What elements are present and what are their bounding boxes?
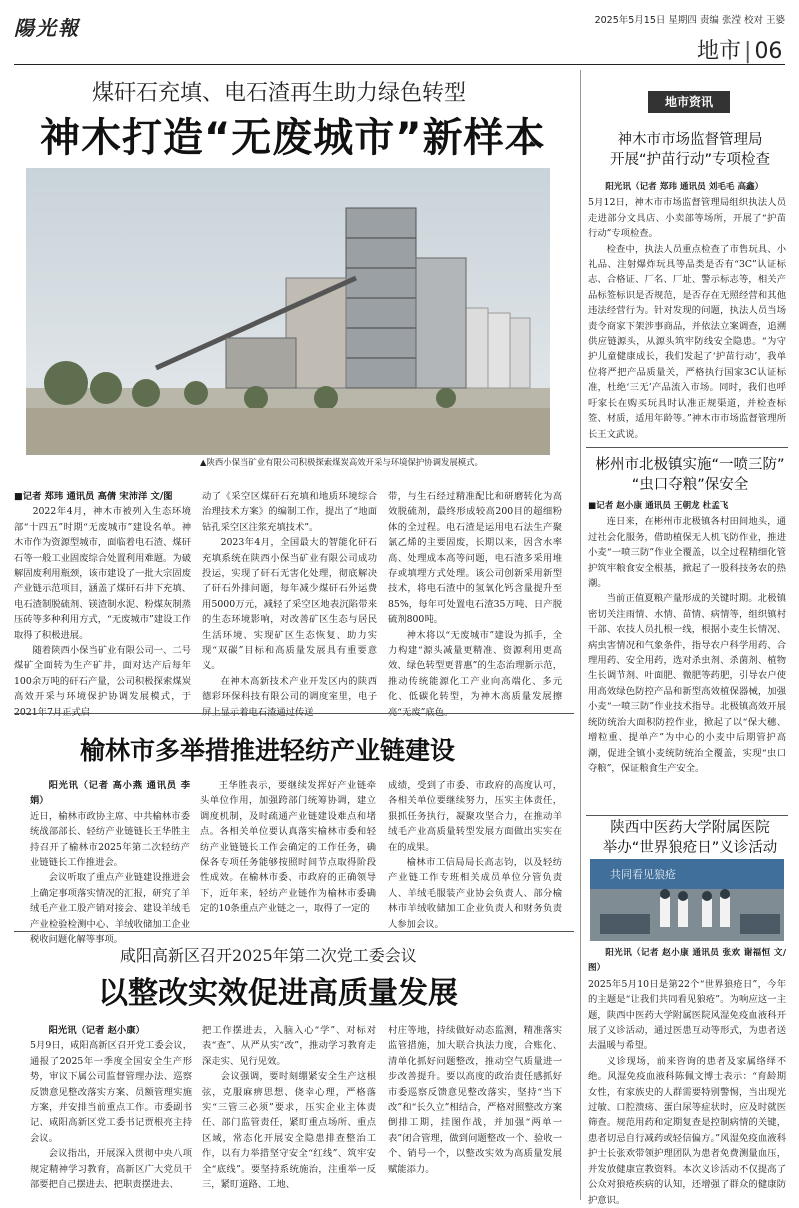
lead-photo <box>26 168 550 455</box>
story3-column-2 <box>202 1023 376 1199</box>
masthead-rule <box>14 64 785 65</box>
section-divider: | <box>744 39 752 64</box>
sidebar-item3-body <box>588 946 786 1206</box>
lead-column-2 <box>202 489 377 718</box>
lead-byline: ■记者 郑玮 通讯员 高倩 宋沛洋 文/图 <box>14 491 173 502</box>
story3-headline: 以整改实效促进高质量发展 <box>98 976 458 1011</box>
headline-line: 陕西中医药大学附属医院 <box>610 820 770 836</box>
story3-paragraph: 会议指出，开展深入贯彻中央八项规定精神学习教育，高新区广大党员干部要把自己摆进去、把职责摆进去、 <box>30 1148 192 1191</box>
cement-plant-illustration <box>26 168 550 455</box>
lead-paragraph: 2022年4月，神木市被列入生态环境部“十四五”时期“无废城市”建设名单。神木市作为资源型城市，面临着电石渣、煤矸石等一般工业固废综合处置利用难题。为破解固废利用瓶颈，该市建设了一批大宗固废产业链示范项目，涵盖了煤矸石井下充填、电石渣制脱硫剂、镁渣制水泥、粉煤灰制蒸压砖等多种利用方式，“无废城市”建设工作取得了积极进展。 <box>14 506 191 641</box>
sidebar-item2-byline: ■记者 赵小康 通讯员 王朝龙 杜孟飞 <box>588 501 729 511</box>
story2-byline: 阳光讯（记者 高小燕 通讯员 李娟） <box>30 780 190 807</box>
section-name: 地市 <box>697 39 742 64</box>
divider <box>586 815 788 816</box>
story2-column-1 <box>30 778 190 946</box>
sidebar-paragraph: 连日来，在彬州市北极镇各村田间地头，通过社会化服务，借助植保无人机飞防作业，推进小麦“一喷三防”作业全覆盖，以全过程精细化管护筑牢粮食安全根基，掀起了一股科技务农的热潮。 <box>588 516 786 590</box>
story3-paragraph: 村庄等地，持续做好动态监测，精准落实监管措施，加大联合执法力度，合账化、清单化抓好问题整改，推动空气质量进一步改善提升。要以高度的政治责任感抓好市委巡察反馈意见整改落实，坚持“当下改”和“长久立”相结合，严格对照整改方案倒排工期，挂图作战，并加强“两单一表”闭合管理，做到问题整改一个、验收一个、销号一个，以整改实效为高质量发展赋能添力。 <box>388 1025 562 1175</box>
story2-paragraph: 王华胜表示，要继续发挥好产业链牵头单位作用，加强跨部门统筹协调，建立调度机制，及时疏通产业链建设难点和堵点。各相关单位要认真落实榆林市委和轻纺产业链链长工作会确定的工作任务，确保各专项任务能够按照时间节点取得阶段性成效。在榆林市委、市政府的正确领导下，近年来，轻纺产业链作为榆林市委确定的10条重点产业链之一，取得了一定的 <box>200 780 376 915</box>
page-number: 06 <box>754 39 783 64</box>
story3-byline: 阳光讯（记者 赵小康） <box>48 1025 145 1036</box>
headline-line: “虫口夺粮”保安全 <box>631 477 749 493</box>
lead-paragraph: 2023年4月，全国最大的智能化矸石充填系统在陕西小保当矿业有限公司成功投运，实现了矸石无害化处理，彻底解决了矸石外排问题，每年减少煤矸石外运费用5000万元，减轻了采空区地表沉陷带来的生态环境影响，对改善矿区生态与居民生活环境、实现矿区生态恢复、助力实现“双碳”目标和高质量发展具有重要意义。 <box>202 537 377 672</box>
lead-column-3 <box>388 489 562 718</box>
sidebar-item1-byline: 阳光讯（记者 郑玮 通讯员 刘毛毛 高鑫） <box>605 182 764 192</box>
story2-column-2 <box>200 778 376 918</box>
story3-column-1 <box>30 1023 192 1199</box>
headline-line: 神木市市场监督管理局 <box>617 132 763 148</box>
headline-line: 彬州市北极镇实施“一喷三防” <box>595 457 785 473</box>
lead-paragraph: 随着陕西小保当矿业有限公司一、二号煤矿全面转为生产矿井，面对达产后每年100余万吨的矸石产量，公司积极探索煤炭高效开采与环境保护协调发展模式，于2021年7月正式启 <box>14 645 191 718</box>
story2-paragraph: 近日，榆林市政协主席、中共榆林市委统战部部长、轻纺产业链链长王华胜主持召开了榆林市2025年第二次轻纺产业链链长工作推进会。 <box>30 810 190 869</box>
story3-column-3 <box>388 1023 562 1199</box>
lead-paragraph: 动了《采空区煤矸石充填和地质环境综合治理技术方案》的编制工作，提出了“地面钻孔采空区注浆充填技术”。 <box>202 491 377 533</box>
lead-photo-caption: ▲陕西小保当矿业有限公司积极探索煤炭高效开采与环境保护协调发展模式。 <box>200 457 483 467</box>
sidebar-item2-headline <box>584 455 796 495</box>
divider <box>586 447 788 448</box>
story3-kicker: 咸阳高新区召开2025年第二次党工委会议 <box>120 946 417 965</box>
sidebar-rule <box>580 70 581 1200</box>
date-line: 2025年5月15日 星期四 责编 张滢 校对 王婆 <box>594 15 785 26</box>
section-label <box>697 34 782 65</box>
clinic-event-illustration <box>590 859 784 941</box>
lead-column-1 <box>14 489 191 718</box>
sidebar-item2-body <box>588 499 786 811</box>
sidebar-paragraph: 当前正值夏粮产量形成的关键时期。北极镇密切关注雨情、水情、苗情、病情等，组织镇村干部、农技人员扎根一线，根据小麦生长情况、病虫害情况和气象条件，指导农户科学用药、合理用药、安全用药，选对杀虫剂、杀菌剂、植物生长调节剂、叶面肥、微肥等药肥，引导农户使用高效绿色防控产品和新型高效植保器械，加强小麦“一喷三防”作业技术指导。北极镇高效开展统防统治大面积防控作业，掀起了以“保大穗、增粒重、提单产”为中心的小麦中后期管护高潮，促进全镇小麦统防统治全覆盖，实现“虫口夺粮”，保证粮食生产安全。 <box>588 593 786 774</box>
banner-text: 共同看见狼疮 <box>610 868 676 881</box>
story2-paragraph: 会议听取了重点产业链建设推进会上确定事项落实情况的汇报，研究了羊绒毛产业工股产销对接会、建设羊绒毛产业检验检测中心、羊绒收储加工企业税收问题化解等事项。 <box>30 872 190 946</box>
story2-paragraph: 成绩，受到了市委、市政府的高度认可，各相关单位要继续努力，压实主体责任，狠抓任务执行，凝聚攻坚合力，在推动羊绒毛产业高质量转型发展方面做出实实在在的成果。 <box>388 780 562 853</box>
story2-column-3 <box>388 778 562 930</box>
sidebar-paragraph: 5月12日，神木市市场监督管理局组织执法人员走进部分文具店、小卖部等场所，开展了“护苗行动”专项检查。 <box>588 197 786 240</box>
sidebar-paragraph: 义诊现场，前来咨询的患者及家属络绎不绝。风湿免疫血液科陈佩文博士表示：“育龄期女性，有家族史的人群需要特别警惕，当出现光过敏、口腔溃疡、蛋白尿等症状时，应及时就医筛查。规范用药和定期复查是控制病情的关键，患者切忌自行减药或轻信偏方。”风湿免疫血液科护士长张欢带领护理团队为患者免费测量血压，并发放健康宣教资料。本次义诊活动不仅提高了公众对狼疮疾病的认知，还增强了群众的健康防护意识。 <box>588 1055 786 1206</box>
lead-kicker: 煤矸石充填、电石渣再生助力绿色转型 <box>92 81 467 106</box>
story3-paragraph: 会议强调，要时刻绷紧安全生产这根弦，克服麻痹思想、侥幸心理，严格落实“三管三必须”要求，压实企业主体责任、部门监管责任，紧盯重点场所、重点区域，常态化开展安全隐患排查整治工作，以有力举措坚守安全“红线”、筑牢安全“底线”。要坚持系统施治，注重举一反三，紧盯道路、工地、 <box>202 1071 376 1191</box>
sidebar-item1-body <box>588 180 786 444</box>
headline-line: 开展“护苗行动”专项检查 <box>609 152 771 168</box>
lead-paragraph: 神木将以“无废城市”建设为抓手，全力构建“源头减量更精准、资源利用更高效、绿色转型更普惠”的生态治理新示范，推动传统能源化工产业向高端化、多元化、低碳化转型，为神木高质量发展擦亮“无废”底色。 <box>388 629 562 718</box>
sidebar-tag: 地市资讯 <box>648 91 730 113</box>
headline-line: 举办“世界狼疮日”义诊活动 <box>602 840 778 856</box>
story3-paragraph: 5月9日，咸阳高新区召开党工委会议，通报了2025年一季度全国安全生产形势，审议下属公司监督管理办法、巡察反馈意见整改落实方案、员额管理实施方案，并安排当前重点工作。市委副书记、咸阳高新区党工委书记贾根亮主持会议。 <box>30 1040 192 1144</box>
newspaper-logo: 陽光報 <box>14 16 80 40</box>
lead-paragraph: 在神木高新技术产业开发区内的陕西德彩环保科技有限公司的调度室里，电子屏上显示着电石渣通过传送 <box>202 675 377 718</box>
divider <box>14 713 574 714</box>
sidebar-item3-byline: 阳光讯（记者 赵小康 通讯员 张欢 谢福恒 文/图） <box>588 948 786 974</box>
sidebar-item1-headline <box>584 130 796 170</box>
sidebar-paragraph: 检查中，执法人员重点检查了市售玩具、小礼品、注射爆炸玩具等品类是否有“3C”认证标志、合格证、厂名、厂址、警示标志等，相关产品标签标识是否规范，是否存在无照经营和其他违法经营行为。针对发现的问题，执法人员当场责令商家下架涉事商品，并依法立案调查，追溯供应链源头，从源头筑牢防线安全隐患。“为守护儿童健康成长，我们发起了‘护苗行动’，我单位将严把产品质量关，严格执行国家3C认证标准，杜绝‘三无’产品流入市场。同时，我们也呼吁家长在购买玩具时认准正规渠道，并检查标签、材质，适用年龄等。”神木市市场监督管理所长王文武说。 <box>588 243 786 440</box>
sidebar-item3-photo <box>590 859 784 941</box>
sidebar-item3-headline <box>584 818 796 858</box>
divider <box>14 931 574 932</box>
sidebar-paragraph: 2025年5月10日是第22个“世界狼疮日”，今年的主题是“让我们共同看见狼疮”。为响应这一主题，陕西中医药大学附属医院风湿免疫血液科开展了义诊活动，通过医患互动等形式，为患者送去温暖与希望。 <box>588 978 786 1052</box>
story2-headline: 榆林市多举措推进轻纺产业链建设 <box>80 736 456 765</box>
lead-headline: 神木打造“无废城市”新样本 <box>40 115 546 161</box>
lead-paragraph: 带，与生石经过精准配比和研磨转化为高效脱硫剂，最终形成较高200目的超细粉体的全过程。电石渣是运用电石法生产聚氯乙烯的主要固废，长期以来，因含水率高、处理成本高等问题，电石渣多采用堆存或填埋方式处理。该公司创新采用新型技术，将电石渣中的氢氧化钙含量提升至85%，每年可处置电石渣35万吨、日产脱硫剂800吨。 <box>388 491 562 626</box>
story2-paragraph: 榆林市工信局局长高志钧，以及轻纺产业链工作专班相关成员单位分管负责人、羊绒毛服装产业协会负责人、部分榆林市羊绒收储加工企业负责人和财务负责人参加会议。 <box>388 857 562 930</box>
story3-paragraph: 把工作摆进去，入脑入心“学”、对标对表“查”、从严从实“改”，推动学习教育走深走实、见行见效。 <box>202 1025 376 1067</box>
